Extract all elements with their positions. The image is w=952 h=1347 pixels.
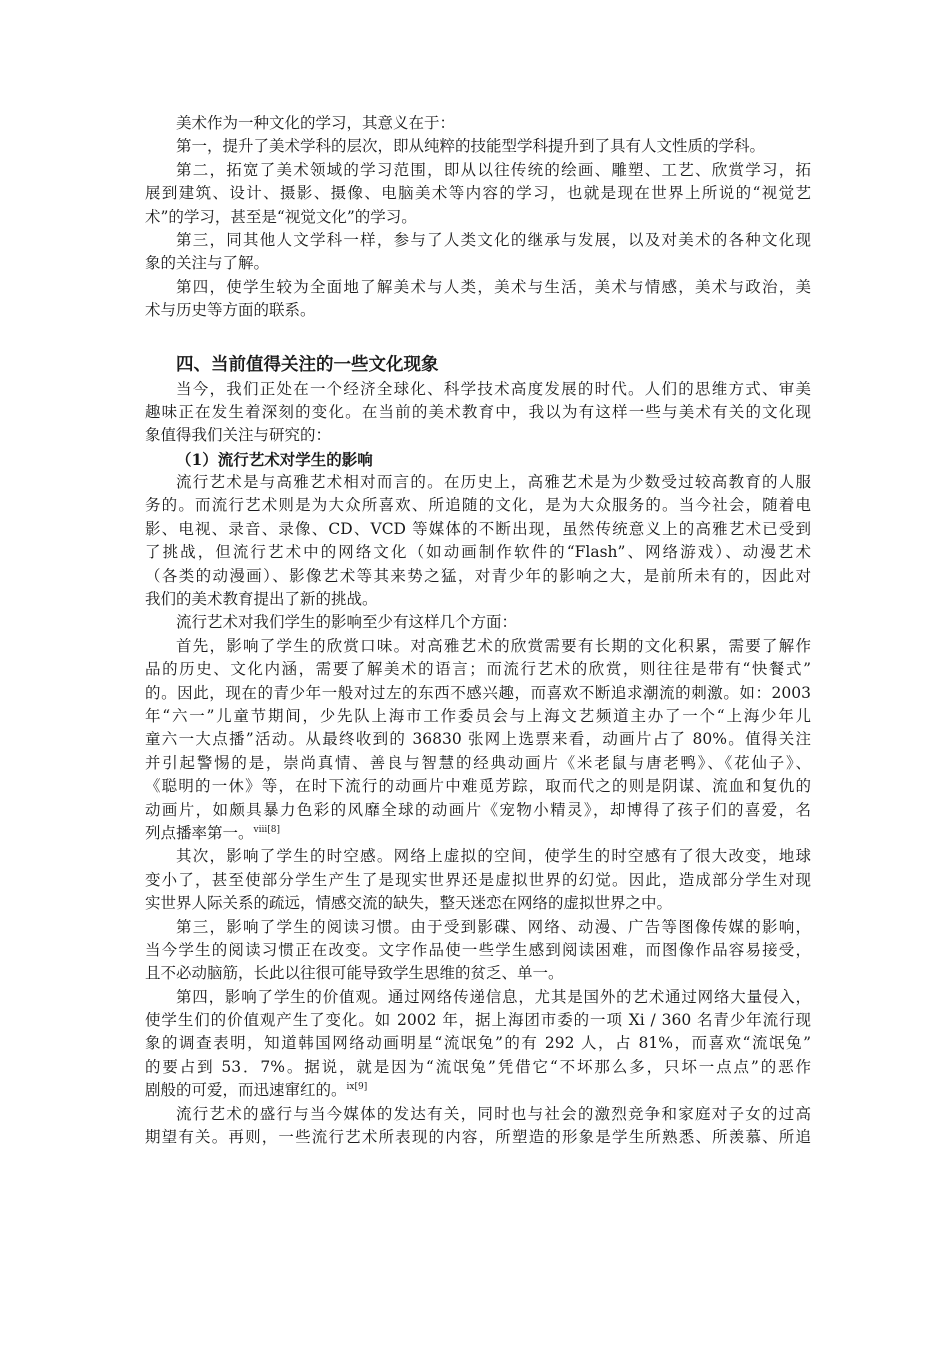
text-line-content: 第二，拓宽了美术领域的学习范围，即从以往传统的绘画、雕塑、工艺、欣赏学习，拓 (176, 160, 811, 179)
text-line (145, 728, 811, 751)
paragraph (145, 471, 811, 611)
text-line (145, 845, 811, 868)
text-line (145, 986, 811, 1009)
text-line (145, 892, 811, 915)
paragraph (145, 276, 811, 323)
text-line-content: 变小了，甚至使部分学生产生了是现实世界还是虚拟世界的幻觉。因此，造成部分学生对现 (145, 870, 811, 889)
text-line-content: 第三，同其他人文学科一样，参与了人类文化的继承与发展，以及对美术的各种文化现 (176, 230, 811, 249)
text-line-content: 术”的学习，甚至是“视觉文化”的学习。 (145, 207, 417, 226)
text-line (145, 424, 811, 447)
text-line (145, 518, 811, 541)
text-line (145, 658, 811, 681)
text-line (145, 159, 811, 182)
text-line-content: 且不必动脑筋，长此以往很可能导致学生思维的贫乏、单一。 (145, 964, 564, 983)
subsection-heading: （1）流行艺术对学生的影响 (176, 449, 373, 469)
text-line (145, 276, 811, 299)
text-line (145, 588, 811, 611)
text-line (145, 1056, 811, 1079)
footnote-reference[interactable]: ix[9] (346, 1082, 368, 1093)
text-line (145, 869, 811, 892)
text-line (145, 775, 811, 798)
paragraph (145, 845, 811, 915)
text-line-content: 术与历史等方面的联系。 (145, 301, 316, 320)
paragraph (145, 916, 811, 986)
text-line (145, 494, 811, 517)
text-line-content: 的。因此，现在的青少年一般对过左的东西不感兴趣，而喜欢不断追求潮流的刺激。如：2003 (145, 683, 811, 702)
text-line-content: 流行艺术对我们学生的影响至少有这样几个方面： (176, 613, 518, 632)
text-line-content: 品的历史、文化内涵，需要了解美术的语言；而流行艺术的欣赏，则往往是带有“快餐式” (145, 660, 811, 679)
text-line-content: 使学生们的价值观产生了变化。如 2002 年，据上海团市委的一项 Xi / 360 名青少年流行现 (145, 1011, 811, 1030)
paragraph (145, 378, 811, 448)
text-line-content: 趣味正在发生着深刻的变化。在当前的美术教育中，我以为有这样一些与美术有关的文化现 (145, 402, 811, 421)
text-line-content: 列点播率第一。 (145, 823, 254, 842)
text-line (145, 1032, 811, 1055)
paragraph (145, 611, 811, 634)
text-line (145, 1126, 811, 1149)
text-line-content: 其次，影响了学生的时空感。网络上虚拟的空间，使学生的时空感有了很大改变，地球 (176, 847, 811, 866)
text-line (145, 682, 811, 705)
text-line-content: 象值得我们关注与研究的： (145, 426, 332, 445)
text-line-content: 象的关注与了解。 (145, 254, 270, 273)
text-line-content: 第四，影响了学生的价值观。通过网络传递信息，尤其是国外的艺术通过网络大量侵入， (176, 987, 811, 1006)
text-line (145, 962, 811, 985)
text-line-content: 流行艺术是与高雅艺术相对而言的。在历史上，高雅艺术是为少数受过较高教育的人服 (176, 473, 811, 492)
text-line-content: 动画片，如颇具暴力色彩的风靡全球的动画片《宠物小精灵》，却博得了孩子们的喜爱，名 (145, 800, 811, 819)
paragraph (145, 159, 811, 229)
text-line (145, 252, 811, 275)
paragraph (145, 135, 811, 158)
document-page (145, 112, 811, 1149)
text-line (145, 378, 811, 401)
text-line (145, 1103, 811, 1126)
text-line-content: 务的。而流行艺术则是为大众所喜欢、所追随的文化，是为大众服务的。当今社会，随着电 (145, 496, 811, 515)
text-line (145, 705, 811, 728)
paragraph (145, 229, 811, 276)
text-line-content: 当今，我们正处在一个经济全球化、科学技术高度发展的时代。人们的思维方式、审美 (176, 379, 811, 398)
text-line (145, 229, 811, 252)
text-line-content: 期望有关。再则，一些流行艺术所表现的内容，所塑造的形象是学生所熟悉、所羡慕、所追 (145, 1128, 811, 1147)
text-line-content: 的要占到 53．7%。据说，就是因为“流氓兔”凭借它“不坏那么多，只坏一点点”的恶作 (145, 1057, 811, 1076)
text-line-content: 影、电视、录音、录像、CD、VCD 等媒体的不断出现，虽然传统意义上的高雅艺术已受到 (145, 519, 811, 538)
section-gap (145, 323, 811, 352)
text-line (145, 752, 811, 775)
paragraph (145, 986, 811, 1103)
text-line (145, 565, 811, 588)
paragraph (145, 1103, 811, 1150)
text-line-content: 年“六一”儿童节期间，少先队上海市工作委员会与上海文艺频道主办了一个“上海少年儿 (145, 706, 811, 725)
text-line-content: 第一，提升了美术学科的层次，即从纯粹的技能型学科提升到了具有人文性质的学科。 (176, 137, 766, 156)
text-line-content: 流行艺术的盛行与当今媒体的发达有关，同时也与社会的激烈竞争和家庭对子女的过高 (176, 1104, 811, 1123)
text-line-content: 了挑战，但流行艺术中的网络文化（如动画制作软件的“Flash”、网络游戏）、动漫艺术 (145, 543, 811, 562)
paragraph (145, 112, 811, 135)
text-line-content: 并引起警惕的是，崇尚真情、善良与智慧的经典动画片《米老鼠与唐老鸭》、《花仙子》、 (145, 753, 811, 772)
text-line (145, 471, 811, 494)
text-line-content: 展到建筑、设计、摄影、摄像、电脑美术等内容的学习，也就是现在世界上所说的“视觉艺 (145, 184, 811, 203)
text-line-content: 童六一大点播”活动。从最终收到的 36830 张网上选票来看，动画片占了 80%。值得关注 (145, 730, 811, 749)
text-line (145, 401, 811, 424)
text-line-content: 剧般的可爱，而迅速窜红的。 (145, 1081, 347, 1100)
text-line-content: 我们的美术教育提出了新的挑战。 (145, 590, 378, 609)
text-line (145, 541, 811, 564)
text-line (145, 916, 811, 939)
text-line (145, 112, 811, 135)
text-line-content: 第三，影响了学生的阅读习惯。由于受到影碟、网络、动漫、广告等图像传媒的影响， (176, 917, 811, 936)
text-line (145, 1009, 811, 1032)
text-line (145, 939, 811, 962)
text-line (145, 206, 811, 229)
text-line (145, 611, 811, 634)
text-line-content: （各类的动漫画）、影像艺术等其来势之猛，对青少年的影响之大，是前所未有的，因此对 (145, 566, 811, 585)
paragraph (145, 635, 811, 846)
text-line (145, 635, 811, 658)
text-line (145, 299, 811, 322)
section-heading: 四、当前值得关注的一些文化现象 (176, 354, 439, 375)
text-line-content: 美术作为一种文化的学习，其意义在于： (176, 114, 456, 132)
text-line-content: 实世界人际关系的疏远，情感交流的缺失，整天迷恋在网络的虚拟世界之中。 (145, 894, 673, 913)
text-line-content: 首先，影响了学生的欣赏口味。对高雅艺术的欣赏需要有长期的文化积累，需要了解作 (176, 636, 811, 655)
text-line (145, 1079, 811, 1102)
text-line (145, 799, 811, 822)
text-line (145, 822, 811, 845)
text-line-content: 第四，使学生较为全面地了解美术与人类，美术与生活，美术与情感，美术与政治，美 (176, 277, 811, 296)
text-line-content: 当今学生的阅读习惯正在改变。文字作品使一些学生感到阅读困难，而图像作品容易接受， (145, 940, 811, 959)
text-line-content: 《聪明的一休》等，在时下流行的动画片中难觅芳踪，取而代之的则是阴谋、流血和复仇的 (145, 777, 811, 796)
footnote-reference[interactable]: viii[8] (253, 824, 280, 835)
text-line (145, 182, 811, 205)
text-line-content: 象的调查表明，知道韩国网络动画明星“流氓兔”的有 292 人，占 81%，而喜欢“流氓兔” (145, 1034, 811, 1053)
text-line (145, 135, 811, 158)
